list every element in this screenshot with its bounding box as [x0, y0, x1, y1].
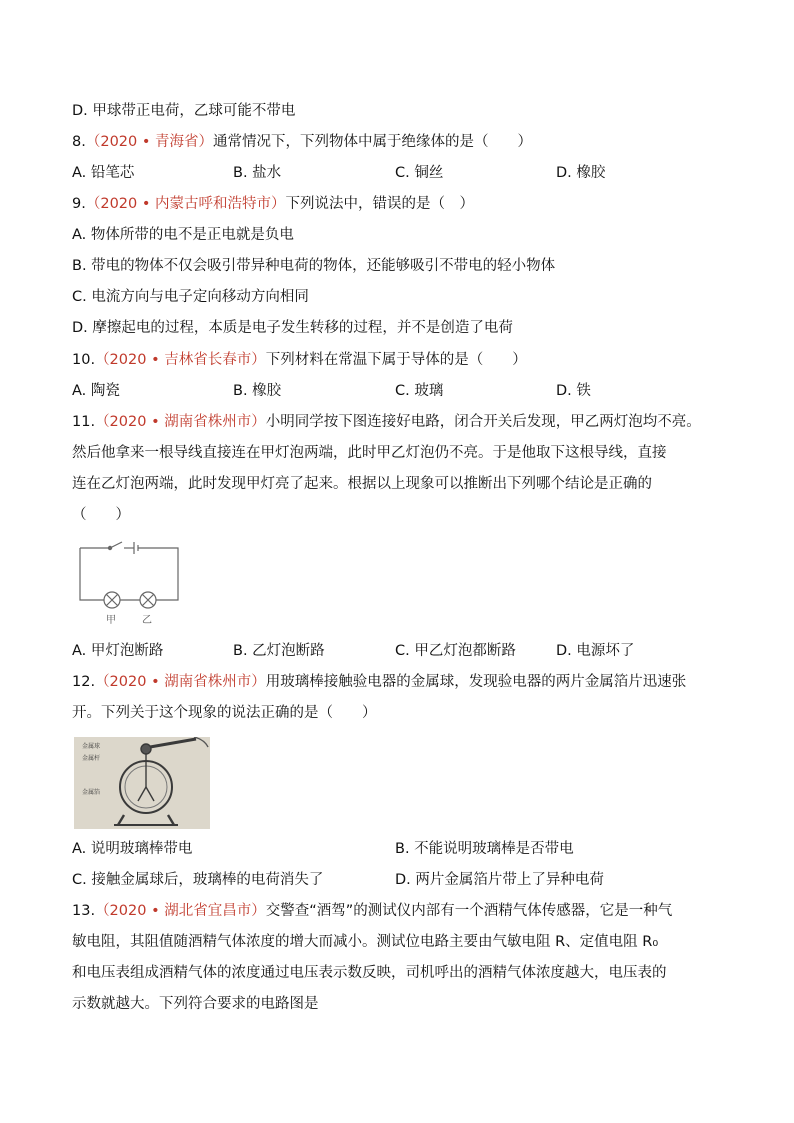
q8-option-a: A. 铅笔芯	[72, 165, 135, 181]
q11-option-d: D. 电源坏了	[556, 643, 635, 659]
q13-stem-line-4: 示数就越大。下列符合要求的电路图是	[72, 996, 319, 1012]
q8-stem: 通常情况下，下列物体中属于绝缘体的是（ ）	[213, 134, 533, 150]
q11-stem-line-1	[72, 412, 701, 432]
q11-option-c: C. 甲乙灯泡都断路	[395, 643, 516, 659]
q9-option-a: A. 物体所带的电不是正电就是负电	[72, 227, 294, 243]
q10-source: （2020 • 吉林省长春市）	[95, 352, 266, 368]
circuit-wire-left	[80, 548, 104, 600]
q12-stem-line-2: 开。下列关于这个现象的说法正确的是（ ）	[72, 705, 377, 721]
q12-number: 12.	[72, 674, 96, 690]
q11-source: （2020 • 湖南省株州市）	[95, 414, 266, 430]
q9-option-d: D. 摩擦起电的过程，本质是电子发生转移的过程，并不是创造了电荷	[72, 320, 513, 336]
q13-stem-line-3: 和电压表组成酒精气体的浓度通过电压表示数反映，司机呼出的酒精气体浓度越大，电压表的	[72, 965, 667, 981]
q13-stem-1: 交警查“酒驾”的测试仪内部有一个酒精气体传感器，它是一种气	[265, 903, 673, 919]
q8-option-d: D. 橡胶	[556, 165, 606, 181]
q13-stem-line-2: 敏电阻，其阻值随酒精气体浓度的增大而减小。测试位电路主要由气敏电阻 R、定值电阻 R₀	[72, 934, 659, 950]
q12-source: （2020 • 湖南省株州市）	[95, 674, 266, 690]
q12-option-a: A. 说明玻璃棒带电	[72, 841, 193, 857]
series-circuit-figure	[72, 538, 184, 630]
q11-stem-line-2: 然后他拿来一根导线直接连在甲灯泡两端，此时甲乙灯泡仍不亮。于是他取下这根导线，直接	[72, 445, 667, 461]
label-metal-ball: 金属球	[82, 743, 101, 750]
electroscope-drawing	[74, 737, 210, 829]
q9-stem: 下列说法中，错误的是（ ）	[285, 196, 475, 212]
q13-source: （2020 • 湖北省宜昌市）	[95, 903, 266, 919]
q9-number: 9.	[72, 196, 86, 212]
q11-option-a: A. 甲灯泡断路	[72, 643, 164, 659]
q9-stem-line	[72, 194, 474, 214]
q10-option-d: D. 铁	[556, 383, 591, 399]
q11-number: 11.	[72, 414, 96, 430]
lamp-yi-label: 乙	[142, 615, 152, 626]
q10-number: 10.	[72, 352, 96, 368]
q12-option-b: B. 不能说明玻璃棒是否带电	[395, 841, 574, 857]
q8-source: （2020 • 青海省）	[85, 134, 214, 150]
q9-option-b: B. 带电的物体不仅会吸引带异种电荷的物体，还能够吸引不带电的轻小物体	[72, 258, 556, 274]
q9-source: （2020 • 内蒙古呼和浩特市）	[85, 196, 286, 212]
q13-stem-line-1	[72, 901, 672, 921]
q8-option-c: C. 铜丝	[395, 165, 444, 181]
q13-number: 13.	[72, 903, 96, 919]
q9-option-c: C. 电流方向与电子定向移动方向相同	[72, 289, 309, 305]
q10-stem-line	[72, 350, 527, 370]
q11-stem-line-3: 连在乙灯泡两端，此时发现甲灯亮了起来。根据以上现象可以推断出下列哪个结论是正确的	[72, 476, 652, 492]
q7-option-d: D. 甲球带正电荷，乙球可能不带电	[72, 103, 296, 119]
q11-option-b: B. 乙灯泡断路	[233, 643, 325, 659]
label-metal-foil: 金属箔	[82, 789, 101, 796]
q12-stem-1: 用玻璃棒接触验电器的金属球，发现验电器的两片金属箔片迅速张	[265, 674, 687, 690]
q10-option-b: B. 橡胶	[233, 383, 282, 399]
q12-option-c: C. 接触金属球后，玻璃棒的电荷消失了	[72, 872, 324, 888]
q12-option-d: D. 两片金属箔片带上了异种电荷	[395, 872, 604, 888]
q10-option-a: A. 陶瓷	[72, 383, 120, 399]
q8-stem-line	[72, 132, 532, 152]
q10-stem: 下列材料在常温下属于导体的是（ ）	[265, 352, 527, 368]
lamp-jia-label: 甲	[106, 615, 116, 626]
circuit-diagram	[72, 538, 184, 630]
q11-stem-line-4: （ ）	[72, 507, 130, 523]
circuit-wire-right	[138, 548, 178, 600]
metal-ball-icon	[141, 744, 151, 754]
electroscope-photo	[74, 737, 210, 829]
label-metal-rod: 金属杆	[82, 755, 101, 762]
q8-option-b: B. 盐水	[233, 165, 282, 181]
q10-option-c: C. 玻璃	[395, 383, 444, 399]
q12-stem-line-1	[72, 672, 686, 692]
q11-stem-1: 小明同学按下图连接好电路，闭合开关后发现，甲乙两灯泡均不亮。	[265, 414, 701, 430]
q8-number: 8.	[72, 134, 86, 150]
